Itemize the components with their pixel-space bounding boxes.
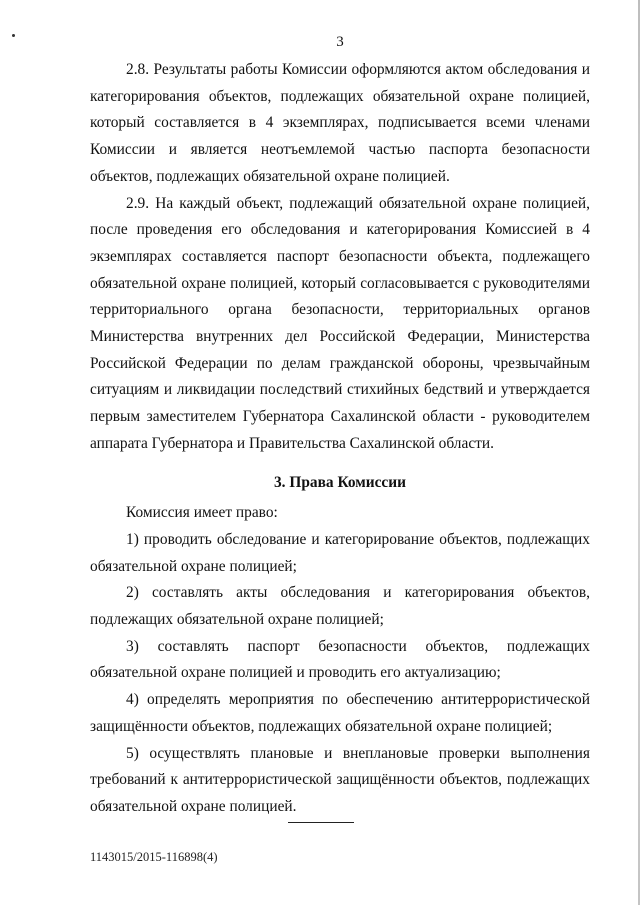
right-item-4: 4) определять мероприятия по обеспечению антитеррористической защищённости объектов, подлежащих обязательной охране полицией; xyxy=(90,691,590,735)
page-number: 3 xyxy=(336,34,344,50)
clause-2-9: 2.9. На каждый объект, подлежащий обязательной охране полицией, после проведения его обследования и категорирования Комиссией в 4 экземплярах составляется паспорт безопасности объекта, подлежащего обязательной охране полицией, который согласовывается с руководителями территориального органа безопасности, территориальных органов Министерства внутренних дел Российской Федерации, Министерства Российской Федерации по делам гражданской обороны, чрезвычайным ситуациям и ликвидации последствий стихийных бедствий и утверждается первым заместителем Губернатора Сахалинской области - руководителем аппарата Губернатора и Правительства Сахалинской области. xyxy=(90,194,590,452)
right-item-3: 3) составлять паспорт безопасности объектов, подлежащих обязательной охране полицией и проводить его актуализацию; xyxy=(90,637,590,682)
document-body xyxy=(90,57,590,821)
right-item-2: 2) составлять акты обследования и категорирования объектов, подлежащих обязательной охране полицией; xyxy=(90,584,590,629)
clause-2-8: 2.8. Результаты работы Комиссии оформляются актом обследования и категорирования объектов, подлежащих обязательной охране полицией, который составляется в 4 экземплярах, подписывается всеми членами Комиссии и является неотъемлемой частью паспорта безопасности объектов, подлежащих обязательной охране полицией. xyxy=(90,61,590,185)
section-3-intro: Комиссия имеет право: xyxy=(126,504,278,522)
section-3-heading: 3. Права Комиссии xyxy=(273,473,406,491)
right-item-1: 1) проводить обследование и категорирование объектов, подлежащих обязательной охране полицией; xyxy=(90,530,590,575)
document-footer-code: 1143015/2015-116898(4) xyxy=(90,850,218,864)
right-item-5: 5) осуществлять плановые и внеплановые проверки выполнения требований к антитеррористической защищённости объектов, подлежащих обязательной охране полицией. xyxy=(90,744,590,815)
end-divider-line xyxy=(288,822,354,823)
